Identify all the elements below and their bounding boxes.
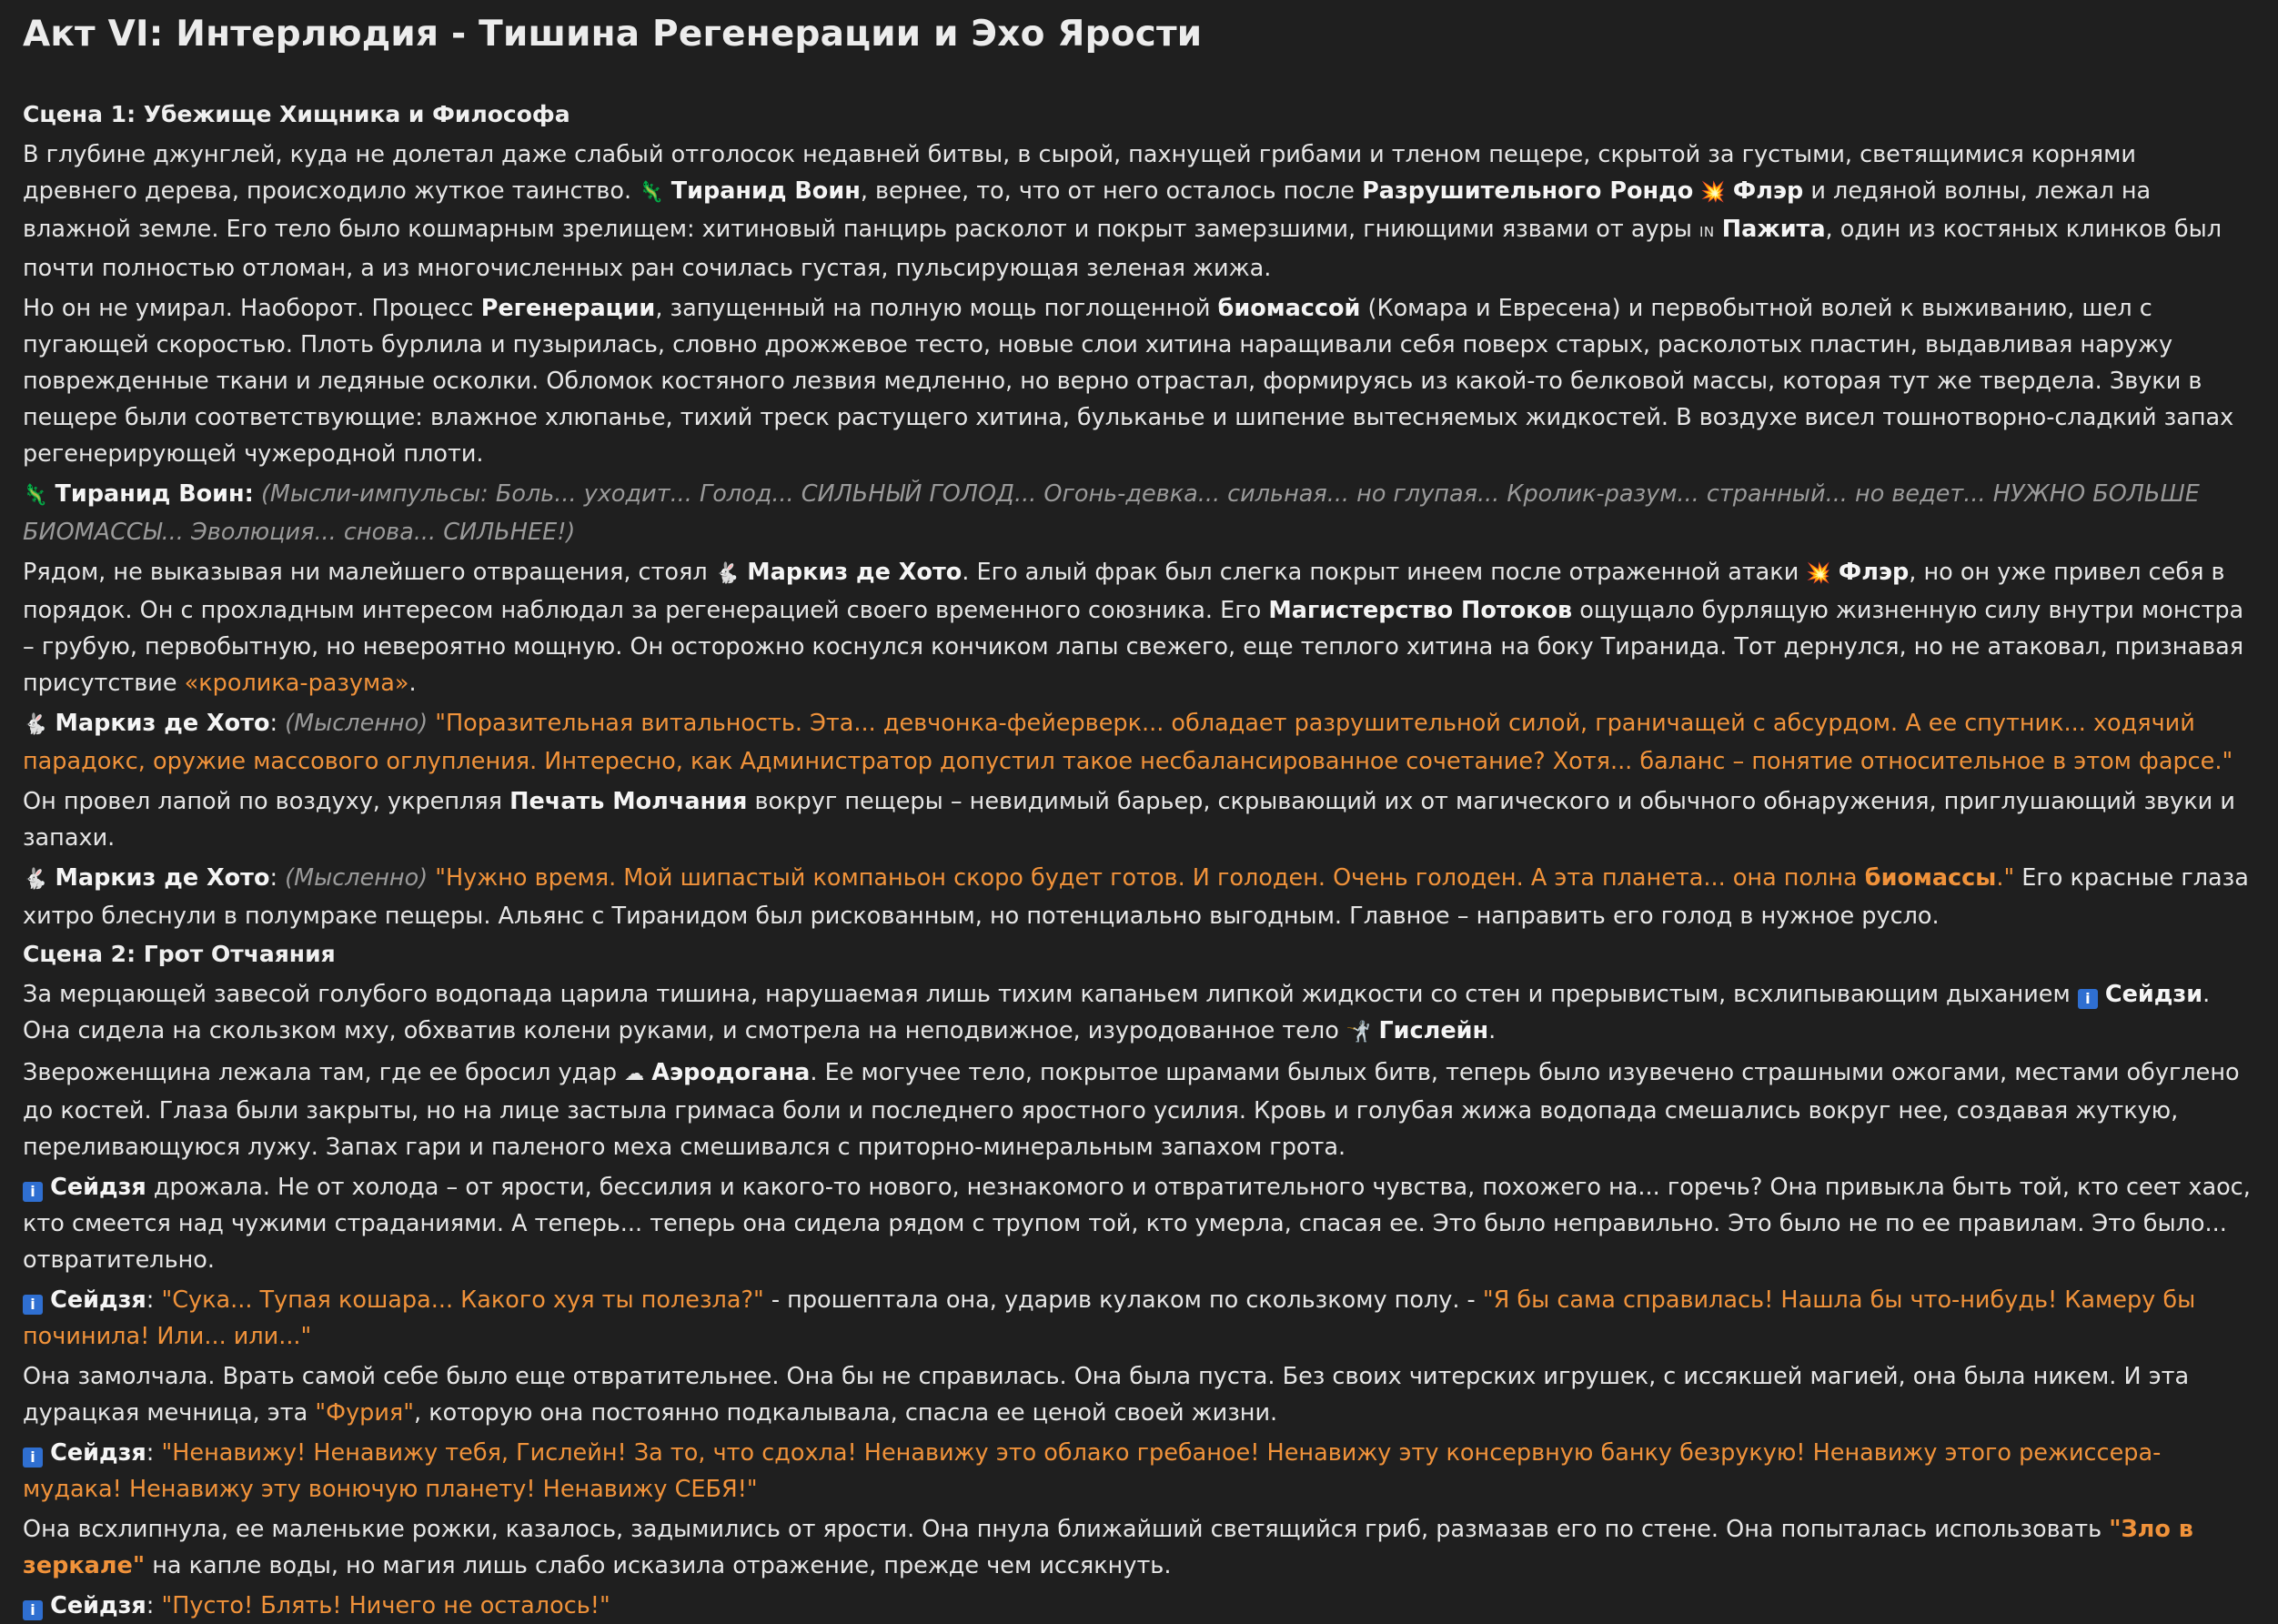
scene-1-paragraph-1: В глубине джунглей, куда не долетал даже слабый отголосок недавней битвы, в сырой, пахнущей грибами и тленом пещере, скрытой за густыми, светящимися корнями древнего дерева, происходило жуткое таинство. 🦎 Тиранид Воин, вернее, то, что от него осталось после Разрушительного Рондо 💥 Флэр и ледяной волны, лежал на влажной земле. Его тело было кошмарным зрелищем: хитиновый панцирь расколот и покрыт замерзшими, гниющими язвами от ауры IN Пажита, один из костяных клинков был почти полностью отломан, а из многочисленных ран сочилась густая, пульсирующая зеленая жижа. — [23, 141, 2223, 282]
scene-1-paragraph-5: 🐇 Маркиз де Хото: (Мысленно) "Поразительная витальность. Эта... девчонка-фейерверк... обладает разрушительной силой, граничащей с абсурдом. А ее спутник... ходячий парадокс, оружие массового оглупления. Интересно, как Администратор допустил такое несбалансированное сочетание? Хотя... баланс – понятие относительное в этом фарсе." — [23, 705, 2255, 780]
scene-1-paragraph-4: Рядом, не выказывая ни малейшего отвращения, стоял 🐇 Маркиз де Хото. Его алый фрак был слегка покрыт инеем после отраженной атаки 💥 Флэр, но он уже привел себя в порядок. Он с прохладным интересом наблюдал за регенерацией своего временного союзника. Его Магистерство Потоков ощущало бурлящую жизненную силу внутри монстра – грубую, первобытную, но невероятно мощную. Он осторожно коснулся кончиком лапы свежего, еще теплого хитина на боку Тиранида. Тот дернулся, но не атаковал, признавая присутствие «кролика-разума». — [23, 554, 2255, 701]
scene-2-paragraph-5: Она замолчала. Врать самой себе было еще отвратительнее. Она бы не справилась. Она была пуста. Без своих читерских игрушек, с иссякшей магией, она была никем. И эта дурацкая мечница, эта "Фурия", которую она постоянно подкалывала, спасла ее ценой своей жизни. — [23, 1363, 2190, 1427]
explosion-icon: 💥 — [1806, 562, 1831, 585]
scene-1-paragraph-7: 🐇 Маркиз де Хото: (Мысленно) "Нужно время. Мой шипастый компаньон скоро будет готов. И голоден. Очень голоден. А эта планета... она полна биомассы." Его красные глаза хитро блеснули в полумраке пещеры. Альянс с Тиранидом был рискованным, но потенциально выгодным. Главное – направить его голод в нужное русло. — [23, 860, 2255, 934]
info-icon: i — [23, 1600, 43, 1620]
lizard-icon: 🦎 — [639, 181, 664, 204]
scene-2-title: Сцена 2: Грот Отчаяния — [23, 941, 336, 967]
scene-2-paragraph-7: Она всхлипнула, ее маленькие рожки, казалось, задымились от ярости. Она пнула ближайший светящийся гриб, размазав его по стене. Она попыталась использовать "Зло в зеркале" на капле воды, но магия лишь слабо исказила отражение, прежде чем иссякнуть. — [23, 1516, 2193, 1579]
scene-2-paragraph-6: i Сейдзя: "Ненавижу! Ненавижу тебя, Гислейн! За то, что сдохла! Ненавижу это облако гребаное! Ненавижу эту консервную банку безрукую! Ненавижу этого режиссера-мудака! Ненавижу эту вонючую планету! Ненавижу СЕБЯ!" — [23, 1439, 2162, 1503]
scene-1-paragraph-3: 🦎 Тиранид Воин: (Мысли-импульсы: Боль... уходит... Голод... СИЛЬНЫЙ ГОЛОД... Огонь-девка... сильная... но глупая... Кролик-разум... странный... но ведет... НУЖНО БОЛЬШЕ БИОМАССЫ... Эволюция... снова... СИЛЬНЕЕ!) — [23, 476, 2255, 550]
scene-2-paragraph-1: За мерцающей завесой голубого водопада царила тишина, нарушаемая лишь тихим капаньем липкой жидкости со стен и прерывистым, всхлипывающим дыханием i Сейдзи. Она сидела на скользком мху, обхватив колени руками, и смотрела на неподвижное, изуродованное тело 🤺 Гислейн. — [23, 976, 2255, 1051]
explosion-icon: 💥 — [1700, 181, 1726, 204]
scene-2-paragraph-4: i Сейдзя: "Сука... Тупая кошара... Какого хуя ты полезла?" - прошептала она, ударив кулаком по скользкому полу. - "Я бы сама справилась! Нашла бы что-нибудь! Камеру бы починила! Или... или..." — [23, 1286, 2196, 1350]
info-icon: i — [23, 1447, 43, 1468]
cloud-icon: ☁ — [624, 1063, 645, 1085]
info-icon: i — [2078, 989, 2098, 1009]
page-title: Акт VI: Интерлюдия - Тишина Регенерации и Эхо Ярости — [23, 14, 1203, 55]
rabbit-icon: 🐇 — [23, 868, 48, 891]
info-icon: i — [23, 1295, 43, 1315]
scene-2-paragraph-3: i Сейдзя дрожала. Не от холода – от ярости, бессилия и какого-то нового, незнакомого и отвратительного чувства, похожего на... горечь? Она привыкла быть той, кто сеет хаос, кто смеется над чужими страданиями. А теперь... теперь она сидела рядом с трупом той, кто умерла, спасая ее. Это было неправильно. Это было не по ее правилам. Это было... отвратительно. — [23, 1174, 2251, 1274]
scene-1-title: Сцена 1: Убежище Хищника и Философа — [23, 101, 570, 127]
cat-fighter-icon: 🤺 — [1346, 1021, 1372, 1044]
scene-2-paragraph-2: Звероженщина лежала там, где ее бросил удар ☁ Аэродогана. Ее могучее тело, покрытое шрамами былых битв, теперь было изувечено страшными ожогами, местами обуглено до костей. Глаза были закрыты, но на лице застыла гримаса боли и последнего яростного усилия. Кровь и голубая жижа водопада смешались вокруг нее, создавая жуткую, переливающуюся лужу. Запах гари и паленого меха смешивался с приторно-минеральным запахом грота. — [23, 1054, 2255, 1165]
in-tag: IN — [1699, 224, 1715, 240]
info-icon: i — [23, 1182, 43, 1202]
lizard-icon: 🦎 — [23, 484, 48, 507]
scene-1-paragraph-6: Он провел лапой по воздуху, укрепляя Печать Молчания вокруг пещеры – невидимый барьер, скрывающий их от магического и обычного обнаружения, приглушающий звуки и запахи. — [23, 788, 2235, 852]
scene-2-paragraph-8: i Сейдзя: "Пусто! Блять! Ничего не осталось!" — [23, 1588, 2255, 1624]
scene-1-paragraph-2: Но он не умирал. Наоборот. Процесс Регенерации, запущенный на полную мощь поглощенной биомассой (Комара и Евресена) и первобытной волей к выживанию, шел с пугающей скоростью. Плоть бурлила и пузырилась, словно дрожжевое тесто, новые слои хитина наращивали себя поверх старых, расколотых пластин, выдавливая наружу поврежденные ткани и ледяные осколки. Обломок костяного лезвия медленно, но верно отрастал, формируясь из какой-то белковой массы, которая тут же твердела. Звуки в пещере были соответствующие: влажное хлюпанье, тихий треск растущего хитина, бульканье и шипение вытесняемых жидкостей. В воздухе висел тошнотворно-сладкий запах регенерирующей чужеродной плоти. — [23, 295, 2234, 468]
rabbit-icon: 🐇 — [23, 713, 48, 736]
rabbit-icon: 🐇 — [714, 562, 741, 585]
